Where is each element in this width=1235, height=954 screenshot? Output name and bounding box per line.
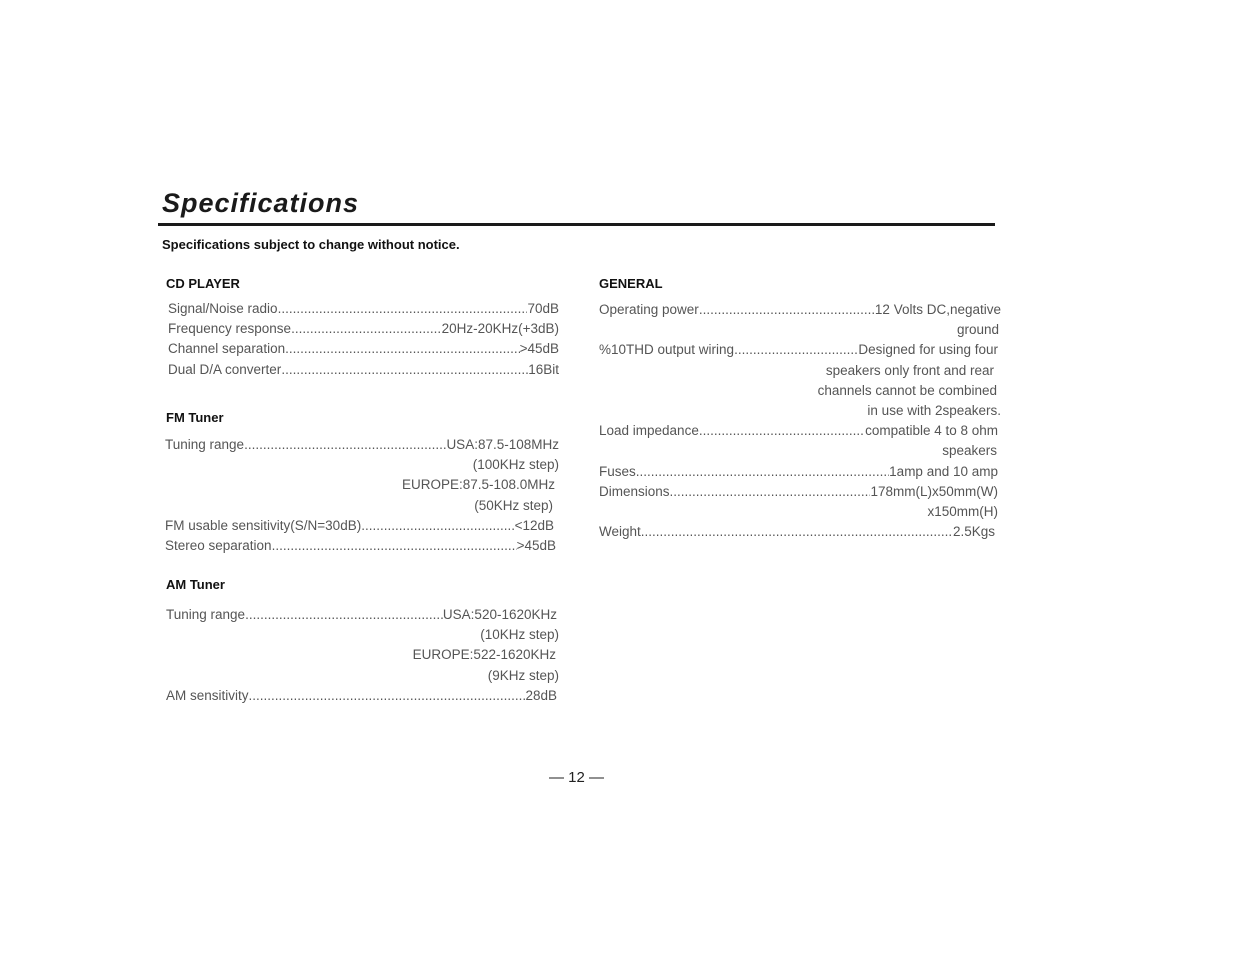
spec-value: USA:520-1620KHz: [442, 607, 557, 622]
spec-row-weight: [599, 522, 1001, 542]
spec-label: Weight: [599, 524, 641, 540]
leader-dots: [249, 686, 526, 706]
spec-row-thd-output-wiring: [599, 340, 1001, 360]
page-number-dash-left: —: [548, 769, 564, 786]
spec-label: AM sensitivity: [166, 687, 249, 703]
leader-dots: [285, 339, 519, 359]
spec-row-dual-da-converter: [168, 360, 559, 380]
spec-label: Dual D/A converter: [168, 361, 282, 377]
spec-value: 70dB: [527, 301, 559, 316]
page-title: Specifications: [162, 188, 360, 218]
spec-label: Tuning range: [166, 607, 246, 622]
spec-row-fm-tuning-range: [165, 435, 559, 455]
spec-row-signal-noise: [168, 299, 559, 319]
fm-tuner-heading: FM Tuner: [166, 410, 224, 425]
leader-dots: [699, 300, 875, 320]
spec-value: 1amp and 10 amp: [889, 463, 998, 479]
spec-value: 2.5Kgs: [952, 524, 995, 540]
title-rule: [158, 223, 995, 226]
notice-text: Specifications subject to change without notice.: [162, 237, 460, 252]
general-specs: [599, 300, 1001, 542]
page-number-dash-right: —: [589, 769, 605, 786]
page-number: [0, 769, 1153, 786]
leader-dots: [670, 482, 871, 502]
spec-value: 20Hz-20KHz(+3dB): [441, 321, 559, 337]
leader-dots: [245, 605, 443, 625]
spec-label: Fuses: [599, 463, 636, 479]
am-usa-step: (10KHz step): [480, 627, 559, 643]
spec-value: USA:87.5-108MHz: [446, 437, 559, 452]
thd-output-wiring-cont-2: channels cannot be combined: [817, 382, 997, 398]
leader-dots: [281, 360, 528, 380]
spec-label: Frequency response: [168, 321, 292, 337]
am-tuner-specs: [166, 605, 559, 706]
spec-label: Signal/Noise radio: [168, 301, 278, 316]
fm-usa-step: (100KHz step): [472, 457, 559, 473]
spec-label: Dimensions: [599, 483, 670, 499]
leader-dots: [636, 462, 889, 482]
spec-label: Load impedance: [599, 423, 699, 439]
spec-value: >45dB: [519, 341, 559, 357]
am-europe-step: (9KHz step): [487, 667, 559, 683]
dimensions-cont: x150mm(H): [927, 504, 998, 520]
thd-output-wiring-cont-1: speakers only front and rear: [825, 362, 994, 378]
leader-dots: [244, 435, 446, 455]
spec-row-fm-sensitivity: [165, 516, 559, 536]
spec-row-load-impedance: [599, 421, 1001, 441]
spec-row-frequency-response: [168, 319, 559, 339]
spec-value: >45dB: [516, 538, 556, 554]
spec-row-fuses: [599, 462, 1001, 482]
leader-dots: [734, 340, 858, 360]
spec-value: 16Bit: [528, 361, 559, 377]
spec-row-dimensions: [599, 482, 1001, 502]
spec-row-am-sensitivity: [166, 686, 559, 706]
cd-player-heading: CD PLAYER: [166, 276, 240, 291]
leader-dots: [291, 319, 441, 339]
am-tuner-heading: AM Tuner: [166, 577, 225, 592]
cd-player-specs: [168, 299, 559, 380]
spec-row-stereo-separation: [165, 536, 559, 556]
fm-tuner-specs: [165, 435, 559, 556]
spec-value: Designed for using four: [858, 342, 998, 358]
spec-label: FM usable sensitivity(S/N=30dB): [165, 517, 362, 533]
spec-label: Tuning range: [165, 437, 245, 452]
thd-output-wiring-cont-3: in use with 2speakers.: [867, 403, 1001, 419]
spec-row-operating-power: [599, 300, 1001, 320]
spec-label: %10THD output wiring: [599, 342, 735, 358]
spec-value: <12dB: [514, 517, 554, 533]
spec-row-channel-separation: [168, 339, 559, 359]
fm-europe-range: EUROPE:87.5-108.0MHz: [401, 477, 555, 493]
leader-dots: [699, 421, 865, 441]
leader-dots: [361, 516, 514, 536]
spec-row-am-tuning-range: [166, 605, 559, 625]
leader-dots: [272, 536, 517, 556]
spec-value: 12 Volts DC,negative: [874, 302, 1001, 317]
am-europe-range: EUROPE:522-1620KHz: [412, 647, 556, 663]
spec-value: compatible 4 to 8 ohm: [865, 423, 998, 439]
spec-value: 28dB: [525, 687, 557, 703]
spec-label: Stereo separation: [165, 538, 272, 554]
fm-europe-step: (50KHz step): [474, 497, 553, 513]
spec-label: Channel separation: [168, 341, 286, 357]
page-number-value: 12: [568, 769, 585, 786]
general-heading: GENERAL: [599, 276, 663, 291]
leader-dots: [641, 522, 953, 542]
operating-power-cont: ground: [956, 322, 999, 338]
spec-value: 178mm(L)x50mm(W): [870, 483, 998, 499]
leader-dots: [278, 299, 528, 319]
spec-label: Operating power: [599, 302, 699, 317]
load-impedance-cont: speakers: [942, 443, 997, 459]
